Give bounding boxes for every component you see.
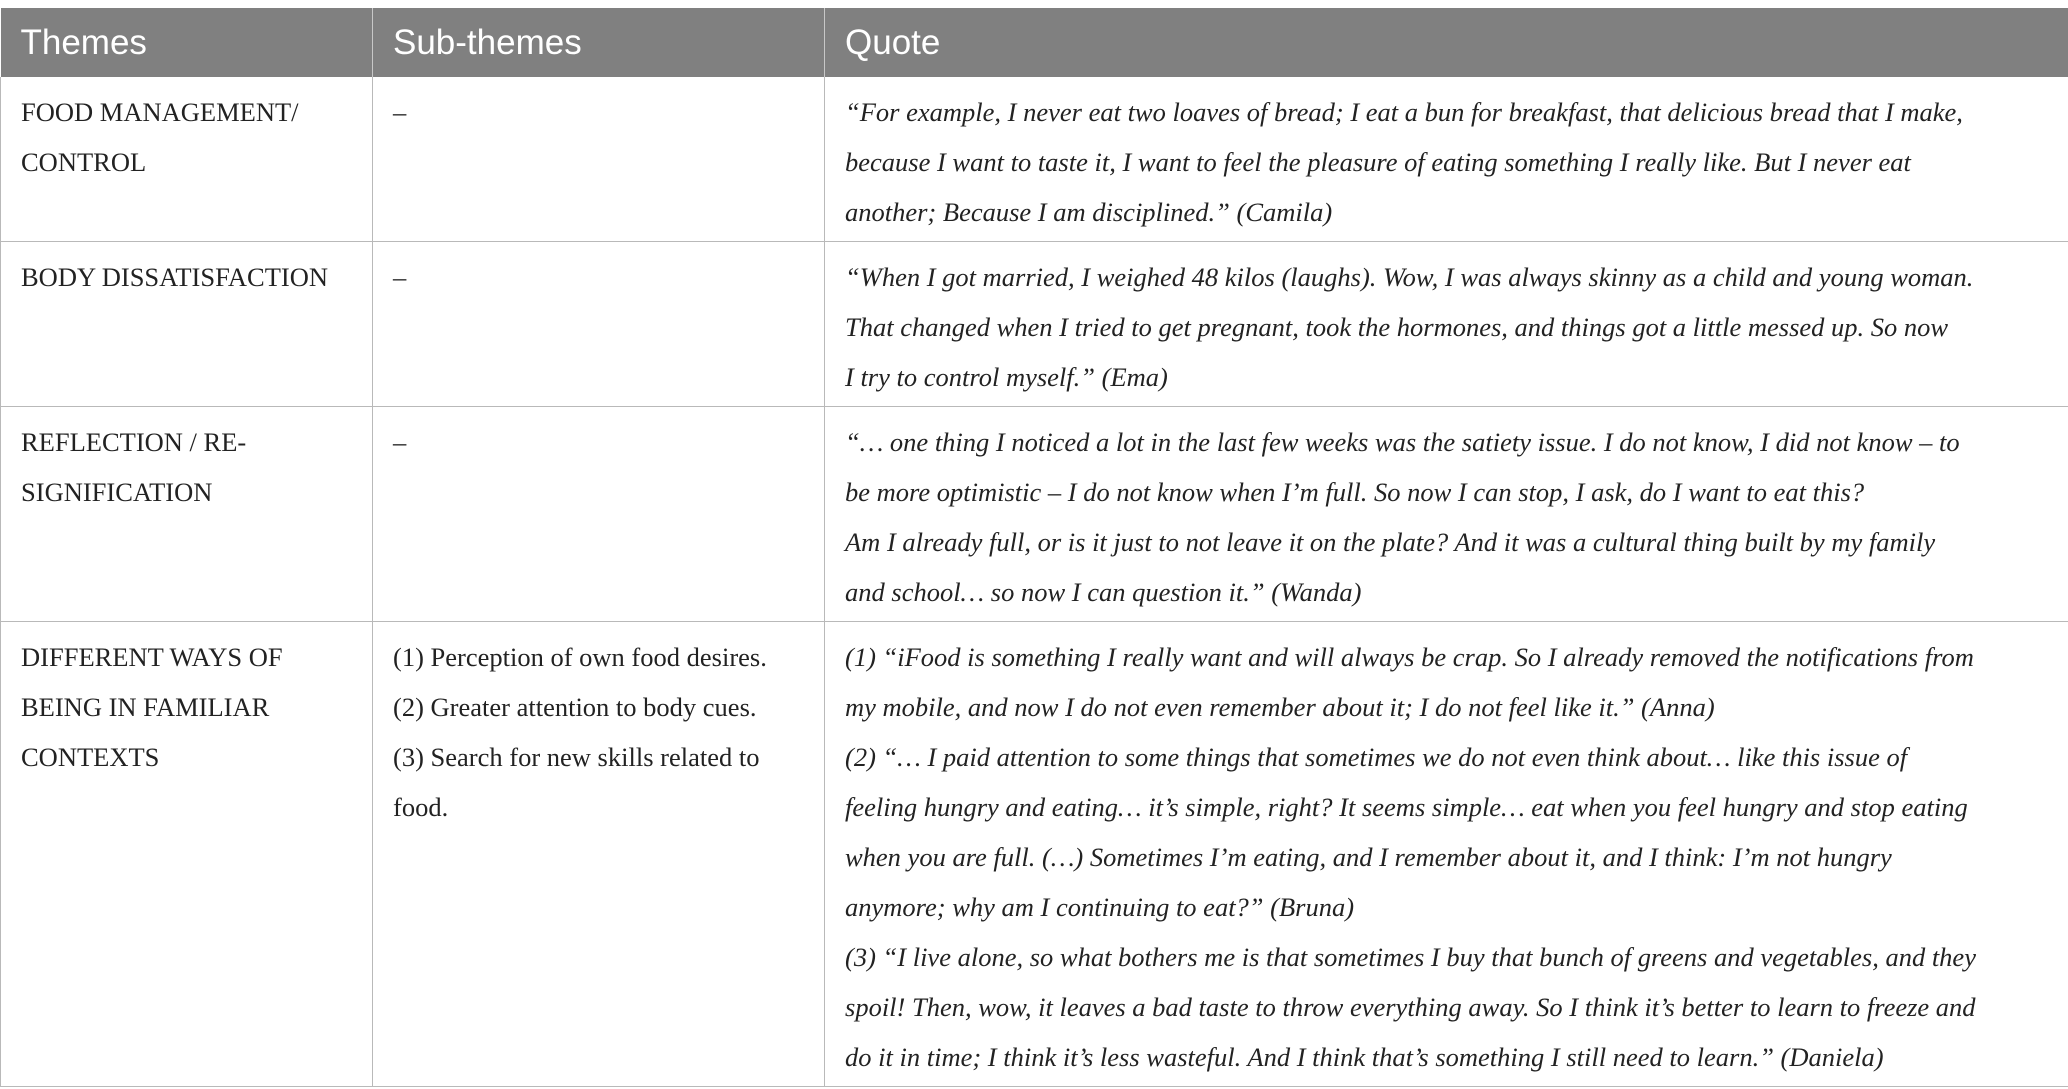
subtheme-line: (3) Search for new skills related to [393,742,760,772]
theme-cell [1,407,373,622]
quote-line: be more optimistic – I do not know when I’m full. So now I can stop, I ask, do I want to eat this? [845,477,1865,507]
subtheme-line: – [393,427,407,457]
quote-line: feeling hungry and eating… it’s simple, right? It seems simple… eat when you feel hungry and stop eating [845,792,1968,822]
quote-line: another; Because I am disciplined.” (Camila) [845,197,1333,227]
theme-cell [1,77,373,242]
table-row [1,407,2068,622]
header-quote: Quote [825,8,2068,77]
quote-line: and school… so now I can question it.” (Wanda) [845,577,1362,607]
quote-cell [825,77,2068,242]
subtheme-cell [373,407,825,622]
quote-line: (2) “… I paid attention to some things that sometimes we do not even think about… like this issue of [845,742,1908,772]
quote-cell [825,407,2068,622]
subtheme-line: food. [393,792,449,822]
themes-table [0,8,2068,1087]
quote-line: “For example, I never eat two loaves of bread; I eat a bun for breakfast, that delicious bread that I make, [845,97,1963,127]
quote-line: my mobile, and now I do not even remember about it; I do not feel like it.” (Anna) [845,692,1715,722]
theme-line: BODY DISSATISFACTION [21,262,328,292]
quote-line: Am I already full, or is it just to not leave it on the plate? And it was a cultural thing built by my family [845,527,1936,557]
theme-cell [1,622,373,1087]
subtheme-cell [373,77,825,242]
theme-cell [1,242,373,407]
theme-line: REFLECTION / RE- [21,427,247,457]
theme-line: DIFFERENT WAYS OF [21,642,283,672]
theme-line: BEING IN FAMILIAR [21,692,270,722]
quote-line: anymore; why am I continuing to eat?” (Bruna) [845,892,1355,922]
quote-line: (3) “I live alone, so what bothers me is that sometimes I buy that bunch of greens and vegetables, and they [845,942,1976,972]
subtheme-line: – [393,97,407,127]
quote-line: because I want to taste it, I want to feel the pleasure of eating something I really like. But I never eat [845,147,1911,177]
subtheme-line: (2) Greater attention to body cues. [393,692,757,722]
theme-line: SIGNIFICATION [21,477,213,507]
table-header-row [1,8,2068,77]
themes-table-container [0,8,2068,1087]
quote-line: That changed when I tried to get pregnant, took the hormones, and things got a little messed up. So now [845,312,1949,342]
quote-line: spoil! Then, wow, it leaves a bad taste to throw everything away. So I think it’s better to learn to freeze and [845,992,1976,1022]
quote-line: “… one thing I noticed a lot in the last few weeks was the satiety issue. I do not know, I did not know – to [845,427,1960,457]
quote-cell [825,242,2068,407]
table-row [1,77,2068,242]
theme-line: CONTROL [21,147,147,177]
subtheme-line: (1) Perception of own food desires. [393,642,767,672]
quote-line: do it in time; I think it’s less wasteful. And I think that’s something I still need to learn.” (Daniela) [845,1042,1884,1072]
table-row [1,622,2068,1087]
header-themes: Themes [1,8,373,77]
theme-line: CONTEXTS [21,742,160,772]
subtheme-line: – [393,262,407,292]
table-row [1,242,2068,407]
quote-line: I try to control myself.” (Ema) [845,362,1168,392]
quote-line: “When I got married, I weighed 48 kilos (laughs). Wow, I was always skinny as a child and young woman. [845,262,1974,292]
quote-line: (1) “iFood is something I really want and will always be crap. So I already removed the notifications from [845,642,1974,672]
header-subthemes: Sub-themes [373,8,825,77]
quote-cell [825,622,2068,1087]
quote-line: when you are full. (…) Sometimes I’m eating, and I remember about it, and I think: I’m not hungry [845,842,1892,872]
subtheme-cell [373,622,825,1087]
theme-line: FOOD MANAGEMENT/ [21,97,299,127]
subtheme-cell [373,242,825,407]
